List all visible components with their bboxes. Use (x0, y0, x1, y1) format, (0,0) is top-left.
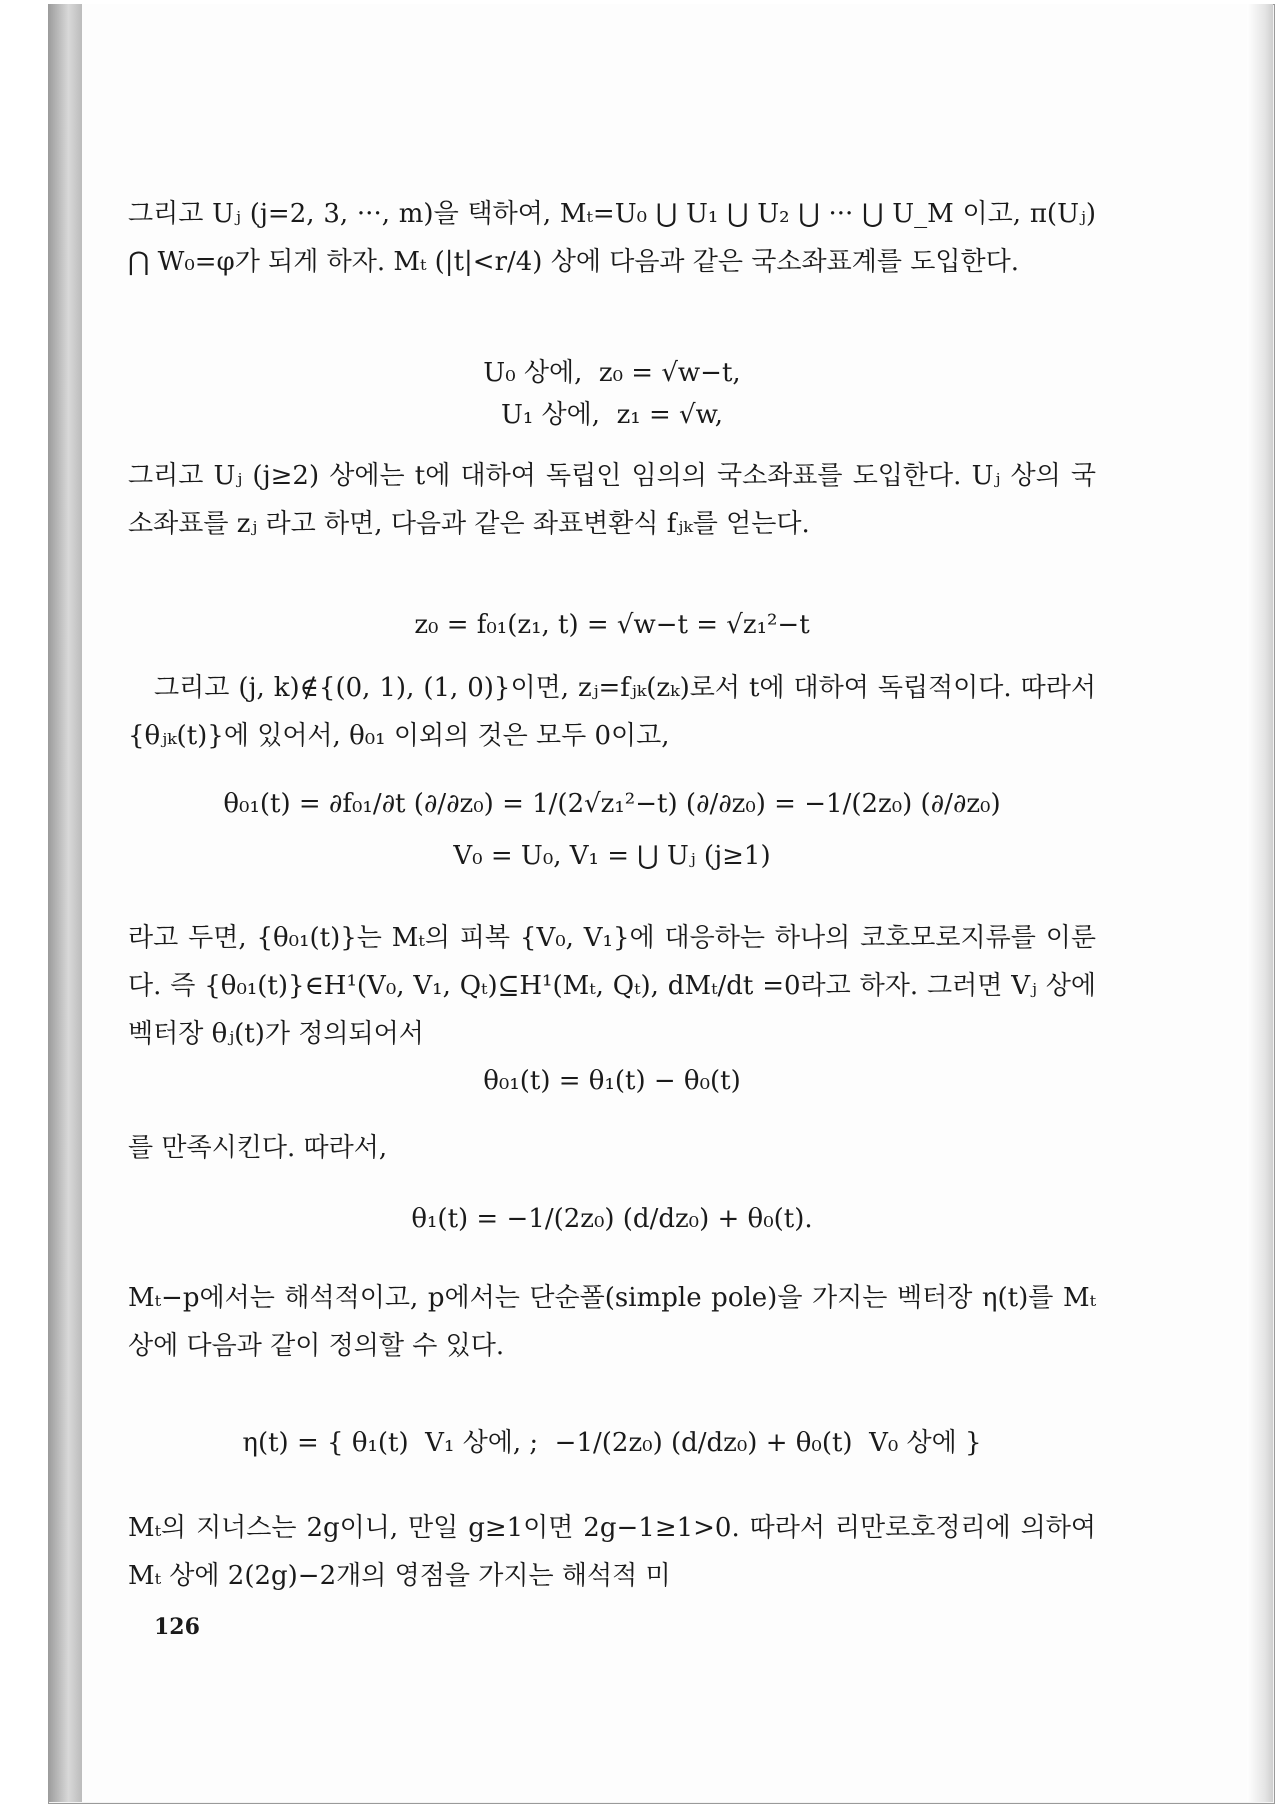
equation-theta01: θ₀₁(t) = ∂f₀₁/∂t (∂/∂z₀) = 1/(2√z₁²−t) (∂/∂z₀) = −1/(2z₀) (∂/∂z₀) (223, 789, 1001, 819)
equation-eta: η(t) = { θ₁(t) V₁ 상에, ; −1/(2z₀) (d/dz₀) + θ₀(t) V₀ 상에 } (242, 1428, 982, 1458)
body-text (128, 452, 1096, 548)
body-text (128, 1274, 1096, 1370)
page-number: 126 (154, 1614, 200, 1640)
body-text (128, 1124, 1096, 1172)
equation-u1: U₁ 상에, z₁ = √w, (500, 400, 724, 430)
equation-f01: z₀ = f₀₁(z₁, t) = √w−t = √z₁²−t (414, 610, 810, 640)
page-edge (1247, 4, 1273, 1802)
equation-u0: U₀ 상에, z₀ = √w−t, (483, 358, 741, 388)
equation-block-4 (128, 1062, 1096, 1100)
body-text (128, 664, 1096, 760)
paragraph-3: 그리고 (j, k)∉{(0, 1), (1, 0)}이면, zⱼ=fⱼₖ(zₖ)로서 t에 대하여 독립적이다. 따라서 {θⱼₖ(t)}에 있어서, θ₀₁ 이외의 것은 모두 0이고, (128, 673, 1096, 751)
body-text (128, 1504, 1096, 1600)
equation-theta-diff: θ₀₁(t) = θ₁(t) − θ₀(t) (483, 1066, 741, 1096)
equation-theta1: θ₁(t) = −1/(2z₀) (d/dz₀) + θ₀(t). (411, 1204, 813, 1234)
body-text (128, 190, 1096, 286)
equation-block-5 (128, 1200, 1096, 1238)
equation-block-3 (128, 778, 1096, 882)
book-spine (48, 4, 83, 1802)
paragraph-4: 라고 두면, {θ₀₁(t)}는 Mₜ의 피복 {V₀, V₁}에 대응하는 하나의 코호모로지류를 이룬다. 즉 {θ₀₁(t)}∈H¹(V₀, V₁, Qₜ)⊆H¹(Mₜ, Qₜ), dMₜ/dt =0라고 하자. 그러면 Vⱼ 상에 벡터장 θⱼ(t)가 정의되어서 (128, 923, 1096, 1049)
equation-block-6 (128, 1424, 1096, 1462)
paragraph-5: 를 만족시킨다. 따라서, (128, 1133, 388, 1163)
equation-block-2 (128, 606, 1096, 644)
paragraph-2: 그리고 Uⱼ (j≥2) 상에는 t에 대하여 독립인 임의의 국소좌표를 도입한다. Uⱼ 상의 국소좌표를 zⱼ 라고 하면, 다음과 같은 좌표변환식 fⱼₖ를 얻는다. (128, 461, 1096, 539)
paragraph-1: 그리고 Uⱼ (j=2, 3, ···, m)을 택하여, Mₜ=U₀ ⋃ U₁ ⋃ U₂ ⋃ ··· ⋃ U_M 이고, π(Uⱼ) ⋂ W₀=φ가 되게 하자. Mₜ (|t|<r/4) 상에 다음과 같은 국소좌표계를 도입한다. (128, 199, 1096, 277)
equation-cover: V₀ = U₀, V₁ = ⋃ Uⱼ (j≥1) (453, 841, 771, 871)
paragraph-7: Mₜ의 지너스는 2g이니, 만일 g≥1이면 2g−1≥1>0. 따라서 리만로호정리에 의하여 Mₜ 상에 2(2g)−2개의 영점을 가지는 해석적 미 (128, 1513, 1096, 1591)
paragraph-6: Mₜ−p에서는 해석적이고, p에서는 단순폴(simple pole)을 가지는 벡터장 η(t)를 Mₜ 상에 다음과 같이 정의할 수 있다. (128, 1283, 1096, 1361)
body-text (128, 914, 1096, 1058)
equation-block-1 (128, 352, 1096, 436)
